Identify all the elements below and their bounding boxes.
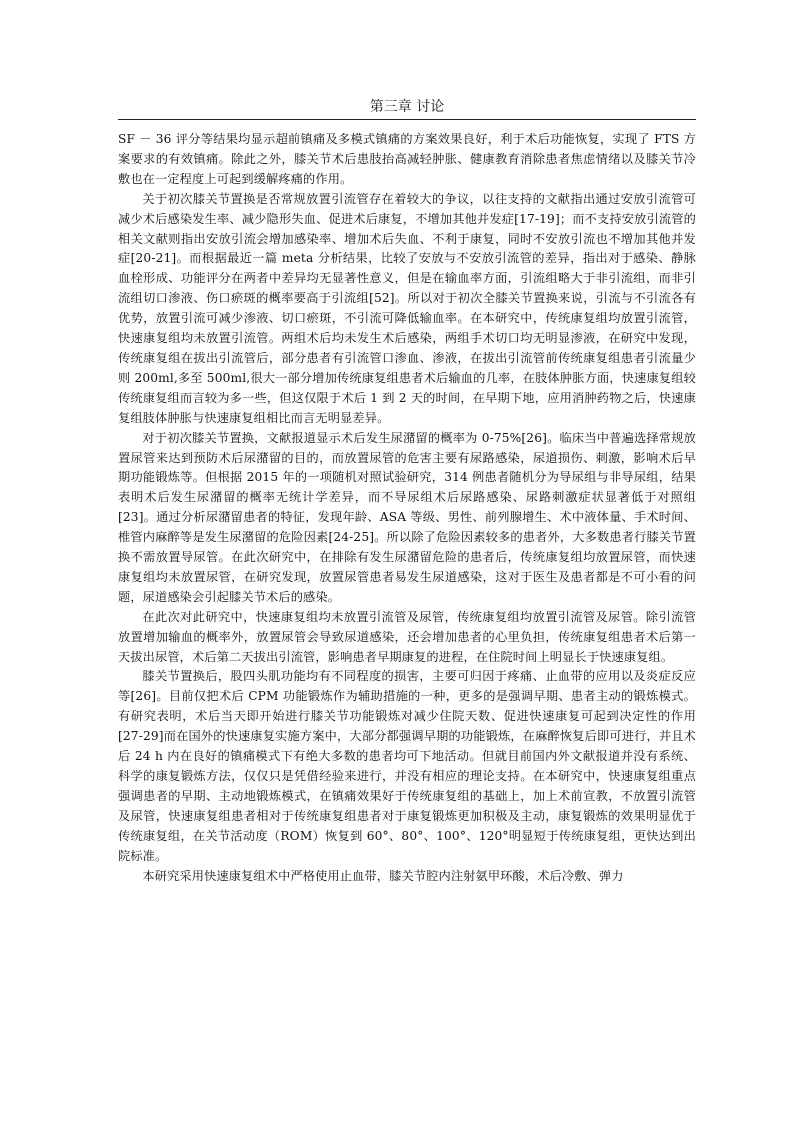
chapter-header: 第三章 讨论 [369,99,445,115]
paragraph-6: 本研究采用快速康复组术中严格使用止血带，膝关节腔内注射氨甲环酸，术后冷敷、弹力 [142,868,624,883]
body-text [118,130,696,886]
paragraph-4: 在此次对此研究中，快速康复组均未放置引流管及尿管，传统康复组均放置引流管及尿管。除引流管放置增加输血的概率外，放置尿管会导致尿道感染，还会增加患者的心里负担，传统康复组患者术后第一天拔出尿管，术后第二天拔出引流管，影响患者早期康复的进程，在住院时间上明显长于快速康复组。 [118,609,696,664]
paragraph-2: 关于初次膝关节置换是否常规放置引流管存在着较大的争议，以往支持的文献指出通过安放引流管可减少术后感染发生率、减少隐形失血、促进术后康复，不增加其他并发症[17-19]；而不支持安放引流管的相关文献则指出安放引流会增加感染率、增加术后失血、不利于康复，同时不安放引流也不增加其他并发症[20-21]。而根据最近一篇 meta 分析结果，比较了安放与不安放引流管的差异，指出对于感染、静脉血栓形成、功能评分在两者中差异均无显著性意义，但是在输血率方面，引流组略大于非引流组，而非引流组切口渗液、伤口瘀斑的概率要高于引流组[52]。所以对于初次全膝关节置换来说，引流与不引流各有优势，放置引流可减少渗液、切口瘀斑，不引流可降低输血率。在本研究中，传统康复组均放置引流管，快速康复组均未放置引流管。两组术后均未发生术后感染，两组手术切口均无明显渗液，在研究中发现，传统康复组在拔出引流管后，部分患者有引流管口渗血、渗液，在拔出引流管前传统康复组患者引流量少则 200ml,多至 500ml,很大一部分增加传统康复组患者术后输血的几率，在肢体肿胀方面，快速康复组较传统康复组而言较为多一些，但这仅限于术后 1 到 2 天的时间，在早期下地，应用消肿药物之后，快速康复组肢体肿胀与快速康复组相比而言无明显差异。 [118,191,696,425]
paragraph-1: SF － 36 评分等结果均显示超前镇痛及多模式镇痛的方案效果良好，利于术后功能恢复，实现了 FTS 方案要求的有效镇痛。除此之外，膝关节术后患肢抬高减轻肿胀、健康教育消除患者焦虑情绪以及膝关节冷敷也在一定程度上可起到缓解疼痛的作用。 [118,132,696,186]
paragraph-3: 对于初次膝关节置换，文献报道显示术后发生尿潴留的概率为 0-75%[26]。临床当中普遍选择常规放置尿管来达到预防术后尿潴留的目的，而放置尿管的危害主要有尿路感染，尿道损伤、刺激，影响术后早期功能锻炼等。但根据 2015 年的一项随机对照试验研究，314 例患者随机分为导尿组与非导尿组，结果表明术后发生尿潴留的概率无统计学差异，而不导尿组术后尿路感染、尿路刺激症状显著低于对照组[23]。通过分析尿潴留患者的特征，发现年龄、ASA 等级、男性、前列腺增生、术中液体量、手术时间、椎管内麻醉等是发生尿潴留的危险因素[24-25]。所以除了危险因素较多的患者外，大多数患者行膝关节置换不需放置导尿管。在此次研究中，在排除有发生尿潴留危险的患者后，传统康复组均放置尿管，而快速康复组均未放置尿管，在研究发现，放置尿管患者易发生尿道感染，这对于医生及患者都是不可小看的问题，尿道感染会引起膝关节术后的感染。 [118,430,696,604]
paragraph-5: 膝关节置换后，股四头肌功能均有不同程度的损害，主要可归因于疼痛、止血带的应用以及炎症反应等[26]。目前仅把术后 CPM 功能锻炼作为辅助措施的一种，更多的是强调早期、患者主动的锻炼模式。有研究表明，术后当天即开始进行膝关节功能锻炼对减少住院天数、促进快速康复可起到决定性的作用[27-29]而在国外的快速康复实施方案中，大部分都强调早期的功能锻炼，在麻醉恢复后即可进行，并且术后 24 h 内在良好的镇痛模式下有绝大多数的患者均可下地活动。但就目前国内外文献报道并没有系统、科学的康复锻炼方法，仅仅只是凭借经验来进行，并没有相应的理论支持。在本研究中，快速康复组重点强调患者的早期、主动地锻炼模式，在镇痛效果好于传统康复组的基础上，加上术前宣教，不放置引流管及尿管，快速康复组患者相对于传统康复组患者对于康复锻炼更加积极及主动，康复锻炼的效果明显优于传统康复组，在关节活动度（ROM）恢复到 60°、80°、100°、120°明显短于传统康复组，更快达到出院标准。 [118,669,696,863]
header-rule [118,119,696,120]
